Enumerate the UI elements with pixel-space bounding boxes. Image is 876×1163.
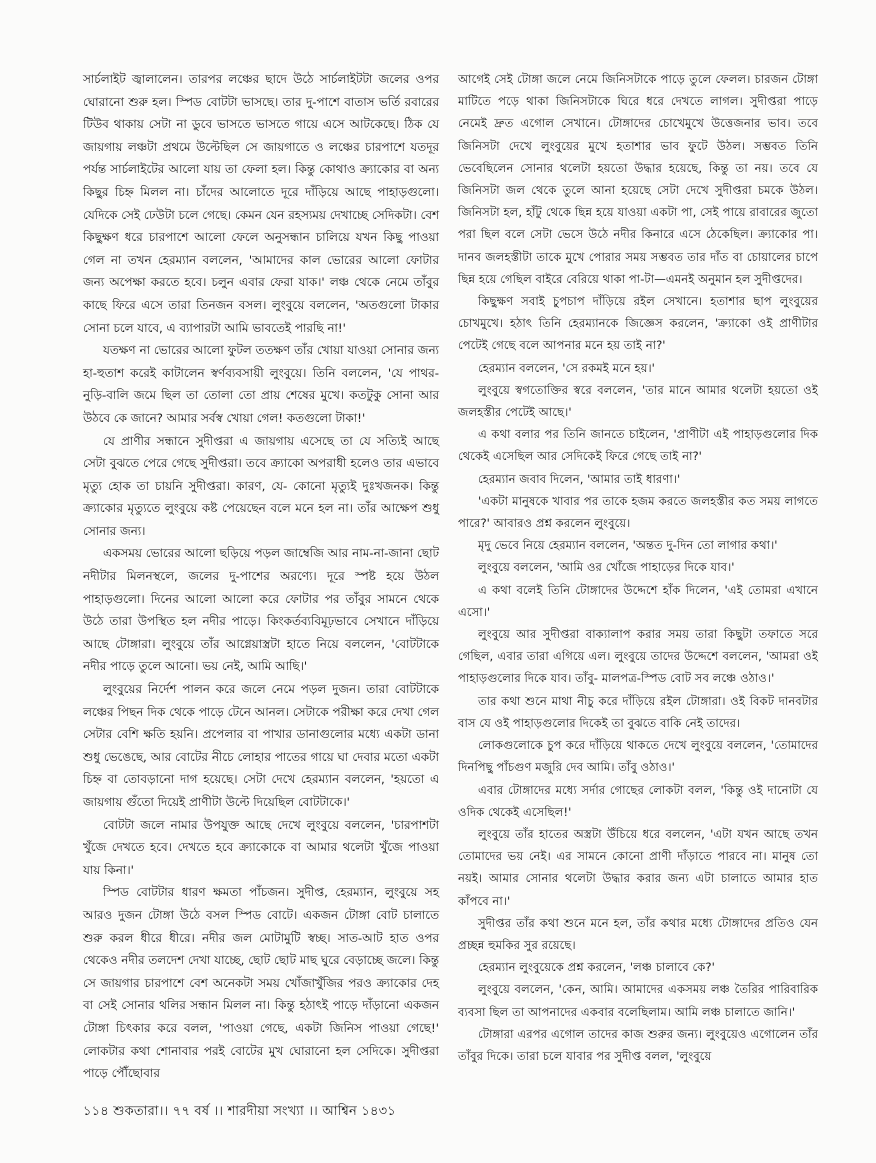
paragraph: হেরম্যান লুংবুয়েকে প্রশ্ন করলেন, 'লঞ্চ চালাবে কে?': [478, 960, 715, 975]
paragraph: লোকগুলোকে চুপ করে দাঁড়িয়ে থাকতে দেখে লুংবুয়ে বললেন, 'তোমাদের দিনপিছু পাঁচগুণ মজুরি দেব আমি। তাঁবু ওঠাও।': [458, 738, 818, 775]
paragraph: আগেই সেই টোঙ্গা জলে নেমে জিনিসটাকে পাড়ে তুলে ফেলল। চারজন টোঙ্গা মাটিতে পড়ে থাকা জিনিসটাকে ঘিরে ধরে দেখতে লাগল। সুদীপ্তরা পাড়ে নেমেই দ্রুত এগোল সেখানে। টোঙ্গাদের চোখেমুখে উত্তেজনার ভাব। তবে জিনিসটা দেখে লুংবুয়ের মুখে হতাশার ভাব ফুটে উঠল। সম্ভবত তিনি ভেবেছিলেন সোনার থলেটা হয়তো উদ্ধার হয়েছে, কিন্তু তা নয়। তবে যে জিনিসটা জল থেকে তুলে আনা হয়েছে সেটা দেখে সুদীপ্তরা চমকে উঠল। জিনিসটা হল, হাঁটু থেকে ছিন্ন হয়ে যাওয়া একটা পা, সেই পায়ে রাবারের জুতো পরা ছিল বলে সেটা ভেসে উঠে নদীর কিনারে এসে ঠেকেছিল। ক্র্যাকোর পা। দানব জলহস্তীটা তাকে মুখে পোরার সময় সম্ভবত তার দাঁত বা চোয়ালের চাপে ছিন্ন হয়ে গেছিল বাইরে বেরিয়ে থাকা পা-টা—এমনই অনুমান হল সুদীপ্তদের।: [458, 72, 818, 286]
page-footer: ১১৪ শুকতারা।। ৭৭ বর্ষ ।। শারদীয়া সংখ্যা ।। আশ্বিন ১৪৩১: [83, 1104, 396, 1119]
paragraph: লুংবুয়ে বললেন, 'কেন, আমি। আমাদের একসময় লঞ্চ তৈরির পারিবারিক ব্যবসা ছিল তা আপনাদের একবার বলেছিলাম। আমি লঞ্চ চালাতে জানি।': [458, 982, 818, 1019]
paragraph: একসময় ভোরের আলো ছড়িয়ে পড়ল জাম্বেজি আর নাম-না-জানা ছোট নদীটার মিলনস্থলে, জলের দু-পাশের অরণ্যে। দূরে স্পষ্ট হয়ে উঠল পাহাড়গুলো। দিনের আলো আলো করে ফোটার পর তাঁবুর সামনে থেকে উঠে তারা উপস্থিত হল নদীর পাড়ে। কিংকর্তব্যবিমূঢ়ভাবে সেখানে দাঁড়িয়ে আছে টোঙ্গারা। লুংবুয়ে তাঁর আগ্নেয়াস্ত্রটা হাতে নিয়ে বললেন, 'বোটটাকে নদীর পাড়ে তুলে আনো। ভয় নেই, আমি আছি।': [83, 546, 439, 674]
paragraph: হেরম্যান বললেন, 'সে রকমই মনে হয়।': [478, 360, 655, 375]
left-text-column: [83, 68, 439, 1085]
paragraph: হেরম্যান জবাব দিলেন, 'আমার তাই ধারণা।': [478, 471, 681, 486]
paragraph: লুংবুয়ে স্বগতোক্তির স্বরে বললেন, 'তার মানে আমার থলেটা হয়তো ওই জলহস্তীর পেটেই আছে।': [458, 382, 818, 420]
paragraph: বোটটা জলে নামার উপযুক্ত আছে দেখে লুংবুয়ে বললেন, 'চারপাশটা খুঁজে দেখতে হবে। দেখতে হবে ক্র্যাকোকে বা আমার থলেটা খুঁজে পাওয়া যায় কিনা।': [83, 817, 439, 877]
paragraph: লুংবুয়ের নির্দেশ পালন করে জলে নেমে পড়ল দুজন। তারা বোটটাকে লঞ্চের পিছন দিক থেকে পাড়ে টেনে আনল। সেটাকে পরীক্ষা করে দেখা গেল সেটার বেশি ক্ষতি হয়নি। প্রপেলার বা পাখার ডানাগুলোর মধ্যে একটা ডানা শুধু ভেঙেছে, আর বোটের নীচে লোহার পাতের গায়ে ঘা দেবার মতো একটা চিহ্ন বা তোবড়ানো দাগ হয়েছে। সেটা দেখে হেরম্যান বললেন, 'হয়তো এ জায়গায় গুঁতো দিয়েই প্রাণীটা উল্টে দিয়েছিল বোটটাকে।': [83, 682, 439, 809]
paragraph: কিছুক্ষণ সবাই চুপচাপ দাঁড়িয়ে রইল সেখানে। হতাশার ছাপ লুংবুয়ের চোখমুখে। হঠাৎ তিনি হেরম্যানকে জিজ্ঞেস করলেন, 'ক্র্যাকো ওই প্রাণীটার পেটেই গেছে বলে আপনার মনে হয় তাই না?': [458, 294, 818, 353]
paragraph: লুংবুয়ে আর সুদীপ্তরা বাক্যালাপ করার সময় তারা কিছুটা তফাতে সরে গেছিল, এবার তারা এগিয়ে এল। লুংবুয়ে তাদের উদ্দেশে বললেন, 'আমরা ওই পাহাড়গুলোর দিকে যাব। তাঁবু- মালপত্র-স্পিড বোট সব লঞ্চে ওঠাও।': [458, 627, 818, 686]
paragraph: মৃদু ভেবে নিয়ে হেরম্যান বললেন, 'অন্তত দু-দিন তো লাগার কথা।': [478, 538, 778, 553]
paragraph: সার্চলাইট জ্বালালেন। তারপর লঞ্চের ছাদে উঠে সার্চলাইটটা জলের ওপর ঘোরানো শুরু হল। স্পিড বোটটা ভাসছে। তার দু-পাশে বাতাস ভর্তি রবারের টিউব থাকায় সেটা না ডুবে ভাসতে ভাসতে গায়ে এসে আটকেছে। ঠিক যে জায়গায় লঞ্চটা প্রথমে উল্টেছিল সে জায়গাতে ও লঞ্চের চারপাশে যতদূর পর্যন্ত সার্চলাইটের আলো যায় তা ফেলা হল। কিন্তু কোথাও ক্র্যাকোর বা অন্য কিছুর চিহ্ন মিলল না। চাঁদের আলোতে দূরে দাঁড়িয়ে আছে পাহাড়গুলো। যেদিকে সেই ঢেউটা চলে গেছে। কেমন যেন রহস্যময় দেখাচ্ছে সেদিকটা। বেশ কিছুক্ষণ ধরে চারপাশে আলো ফেলে অনুসন্ধান চালিয়ে যখন কিছু পাওয়া গেল না তখন হেরম্যান বললেন, 'আমাদের কাল ভোরের আলো ফোটার জন্য অপেক্ষা করতে হবে। চলুন এবার ফেরা যাক।' লঞ্চ থেকে নেমে তাঁবুর কাছে ফিরে এসে তারা তিনজন বসল। লুংবুয়ে বললেন, 'অতগুলো টাকার সোনা চলে যাবে, এ ব্যাপারটা আমি ভাবতেই পারছি না!': [83, 72, 439, 335]
paragraph: তার কথা শুনে মাথা নীচু করে দাঁড়িয়ে রইল টোঙ্গারা। ওই বিকট দানবটার বাস যে ওই পাহাড়গুলোর দিকেই তা বুঝতে বাকি নেই তাদের।: [458, 693, 818, 730]
paragraph: যে প্রাণীর সন্ধানে সুদীপ্তরা এ জায়গায় এসেছে তা যে সত্যিই আছে সেটা বুঝতে পেরে গেছে সুদীপ্তরা। তবে ক্র্যাকো অপরাধী হলেও তার এভাবে মৃত্যু হোক তা চায়নি সুদীপ্তরা। কারণ, যে- কোনো মৃত্যুই দুঃখজনক। কিন্তু ক্র্যাকোর মৃত্যুতে লুংবুয়ে কষ্ট পেয়েছেন বলে মনে হল না। তাঁর আক্ষেপ শুধু সোনার জন্য।: [83, 433, 439, 538]
paragraph: এ কথা বলেই তিনি টোঙ্গাদের উদ্দেশে হাঁক দিলেন, 'এই তোমরা এখানে এসো।': [458, 582, 818, 619]
paragraph: যতক্ষণ না ভোরের আলো ফুটল ততক্ষণ তাঁর খোয়া যাওয়া সোনার জন্য হা-হুতাশ করেই কাটালেন স্বর্ণব্যবসায়ী লুংবুয়ে। তিনি বললেন, 'যে পাথর-নুড়ি-বালি জমে ছিল তা তোলা তো প্রায় শেষের মুখে। কতটুকু সোনা আর উঠবে কে জানে? আমার সর্বস্ব খোয়া গেল! কতগুলো টাকা!': [83, 343, 439, 425]
right-text-column: [458, 68, 818, 1067]
paragraph: এ কথা বলার পর তিনি জানতে চাইলেন, 'প্রাণীটা এই পাহাড়গুলোর দিক থেকেই এসেছিল আর সেদিকেই ফিরে গেছে তাই না?': [458, 427, 818, 464]
paragraph: লুংবুয়ে তাঁর হাতের অস্ত্রটা উঁচিয়ে ধরে বললেন, 'এটা যখন আছে তখন তোমাদের ভয় নেই। এর সামনে কোনো প্রাণী দাঁড়াতে পারবে না। মানুষ তো নয়ই। আমার সোনার থলেটা উদ্ধার করার জন্য এটা চালাতে আমার হাত কাঁপবে না।': [458, 826, 818, 908]
paragraph: স্পিড বোটটার ধারণ ক্ষমতা পাঁচজন। সুদীপ্ত, হেরম্যান, লুংবুয়ে সহ আরও দুজন টোঙ্গা উঠে বসল স্পিড বোটে। একজন টোঙ্গা বোট চালাতে শুরু করল ধীরে ধীরে। নদীর জল মোটামুটি স্বচ্ছ। সাত-আট হাত ওপর থেকেও নদীর তলদেশ দেখা যাচ্ছে, ছোট ছোট মাছ ঘুরে বেড়াচ্ছে জলে। কিন্তু সে জায়গার চারপাশে বেশ অনেকটা সময় খোঁজাখুঁজির পরও ক্র্যাকোর দেহ বা সেই সোনার থলির সন্ধান মিলল না। কিন্তু হঠাৎই পাড়ে দাঁড়ানো একজন টোঙ্গা চিৎকার করে বলল, 'পাওয়া গেছে, একটা জিনিস পাওয়া গেছে!' লোকটার কথা শোনাবার পরই বোটের মুখ ঘোরানো হল সেদিকে। সুদীপ্তরা পাড়ে পৌঁছোবার: [83, 885, 439, 1081]
paragraph: টোঙ্গারা এরপর এগোল তাদের কাজ শুরুর জন্য। লুংবুয়েও এগোলেন তাঁর তাঁবুর দিকে। তারা চলে যাবার পর সুদীপ্ত বলল, 'লুংবুয়ে: [458, 1026, 818, 1063]
paragraph: এবার টোঙ্গাদের মধ্যে সর্দার গোছের লোকটা বলল, 'কিন্তু ওই দানোটা যে ওদিক থেকেই এসেছিল!': [458, 782, 818, 819]
paragraph: 'একটা মানুষকে খাবার পর তাকে হজম করতে জলহস্তীর কত সময় লাগতে পারে?' আবারও প্রশ্ন করলেন লুংবুয়ে।: [458, 493, 818, 531]
paragraph: লুংবুয়ে বললেন, 'আমি ওর খোঁজে পাহাড়ের দিকে যাব।': [478, 560, 735, 575]
paragraph: সুদীপ্তর তাঁর কথা শুনে মনে হল, তাঁর কথার মধ্যে টোঙ্গাদের প্রতিও যেন প্রচ্ছন্ন হুমকির সুর রয়েছে।: [458, 915, 818, 952]
